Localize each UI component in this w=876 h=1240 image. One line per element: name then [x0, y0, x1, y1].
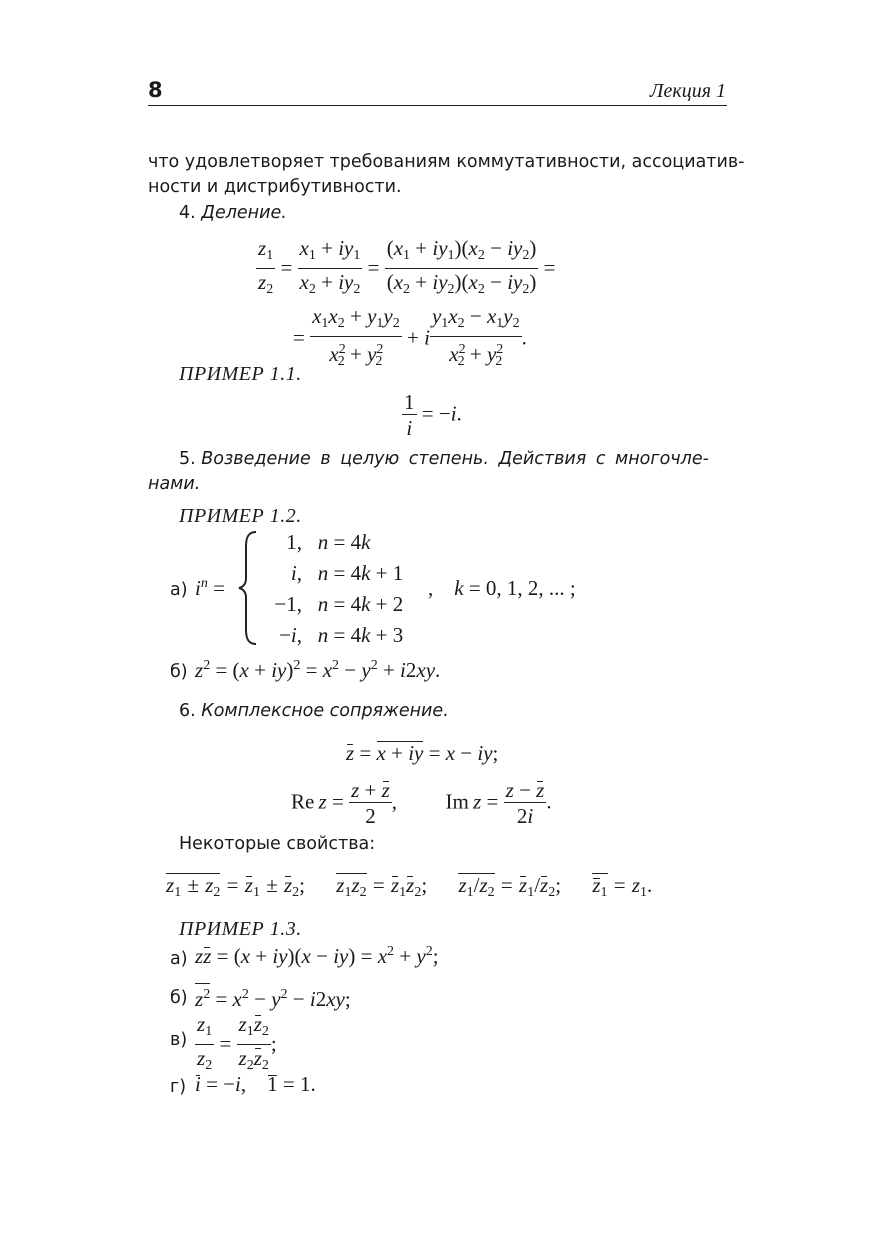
left-brace	[238, 530, 260, 646]
conjugate-definition: z = x + iy = x − iy;	[346, 741, 499, 765]
example-1-3-b: $z^2 = x^2 - y^2 - i2xy$;	[195, 983, 351, 1012]
example-1-2-label: ПРИМЕР 1.2.	[179, 505, 302, 527]
case-row-1: 1, n = 4k	[286, 530, 371, 554]
text-line-1: что удовлетворяет требованиям коммутативности, ассоциатив-	[148, 152, 745, 172]
item-4-title: Деление.	[201, 203, 287, 223]
item-6-title: Комплексное сопряжение.	[201, 701, 449, 721]
example-1-3-a: zz = $(x + iy)(x - iy) = x^2 + y^2$;	[195, 944, 439, 968]
example-1-1-label: ПРИМЕР 1.1.	[179, 363, 302, 385]
label-g: г)	[170, 1077, 187, 1097]
item-5-title-cont: нами.	[148, 474, 201, 494]
conjugate-properties: $z_1 \pm z_2 = z_1 \pm z_2$; $z_1z_2 = z_1z_2$; $z_1/z_2 = z_1/z_2$; $z_1 = z_1$.	[166, 873, 652, 903]
item-5-number: 5.	[179, 449, 196, 469]
power-of-i-lhs: $i^n$ =	[195, 576, 225, 600]
case-row-3: −1, n = 4k + 2	[274, 592, 404, 616]
item-4-number: 4.	[179, 203, 196, 223]
label-b-1: б)	[170, 662, 188, 682]
item-5-heading	[179, 447, 709, 472]
division-formula-1: $\frac{z_1}{z_2}$ = $\frac{x_1 + iy_1}{x_2 + iy_2}$ = $\frac{(x_1 + iy_1)(x_2 - iy_2)}{(x_2 + iy_2)(x_2 - iy_2)}$ =	[258, 236, 556, 297]
item-6-number: 6.	[179, 701, 196, 721]
item-4-heading	[179, 201, 287, 226]
label-v: в)	[170, 1030, 188, 1050]
label-b-2: б)	[170, 988, 188, 1008]
running-title: Лекция 1	[649, 80, 726, 102]
case-row-4: −i, n = 4k + 3	[279, 623, 404, 647]
page-number: 8	[148, 78, 163, 102]
example-1-3-v: $\frac{z_1}{z_2}$ = $\frac{z_1z_2}{z_2z_2}$ ;	[197, 1012, 277, 1073]
square-formula: $z^2 = (x + iy)^2 = x^2 - y^2 + i2xy$.	[195, 658, 441, 682]
item-6-heading	[179, 699, 449, 724]
example-1-3-g: i = −i, 1 = 1.	[195, 1072, 316, 1096]
example-1-1-formula: $\frac{1}{i}$ = −i.	[404, 390, 462, 440]
example-1-3-label: ПРИМЕР 1.3.	[179, 918, 302, 940]
item-5-title: Возведение в целую степень. Действия с многочле-	[201, 449, 709, 469]
k-range: , k = 0, 1, 2, ... ;	[428, 576, 576, 600]
division-formula-2: = $\frac{x_1x_2 + y_1y_2}{x^2_2 + y^2_2}$ + i $\frac{y_1x_2 - x_1y_2}{x^2_2 + y^2_2}$ .	[293, 304, 527, 369]
case-row-2: i, n = 4k + 1	[290, 561, 404, 585]
text-line-2: ности и дистрибутивности.	[148, 177, 402, 197]
properties-heading: Некоторые свойства:	[179, 834, 376, 854]
header-rule	[148, 105, 727, 106]
re-im-formulas: Re z = $\frac{z + z}{2}$ , Im z = $\frac{z - z}{2i}$ .	[291, 778, 552, 828]
label-a-1: а)	[170, 580, 188, 600]
label-a-2: а)	[170, 949, 188, 969]
